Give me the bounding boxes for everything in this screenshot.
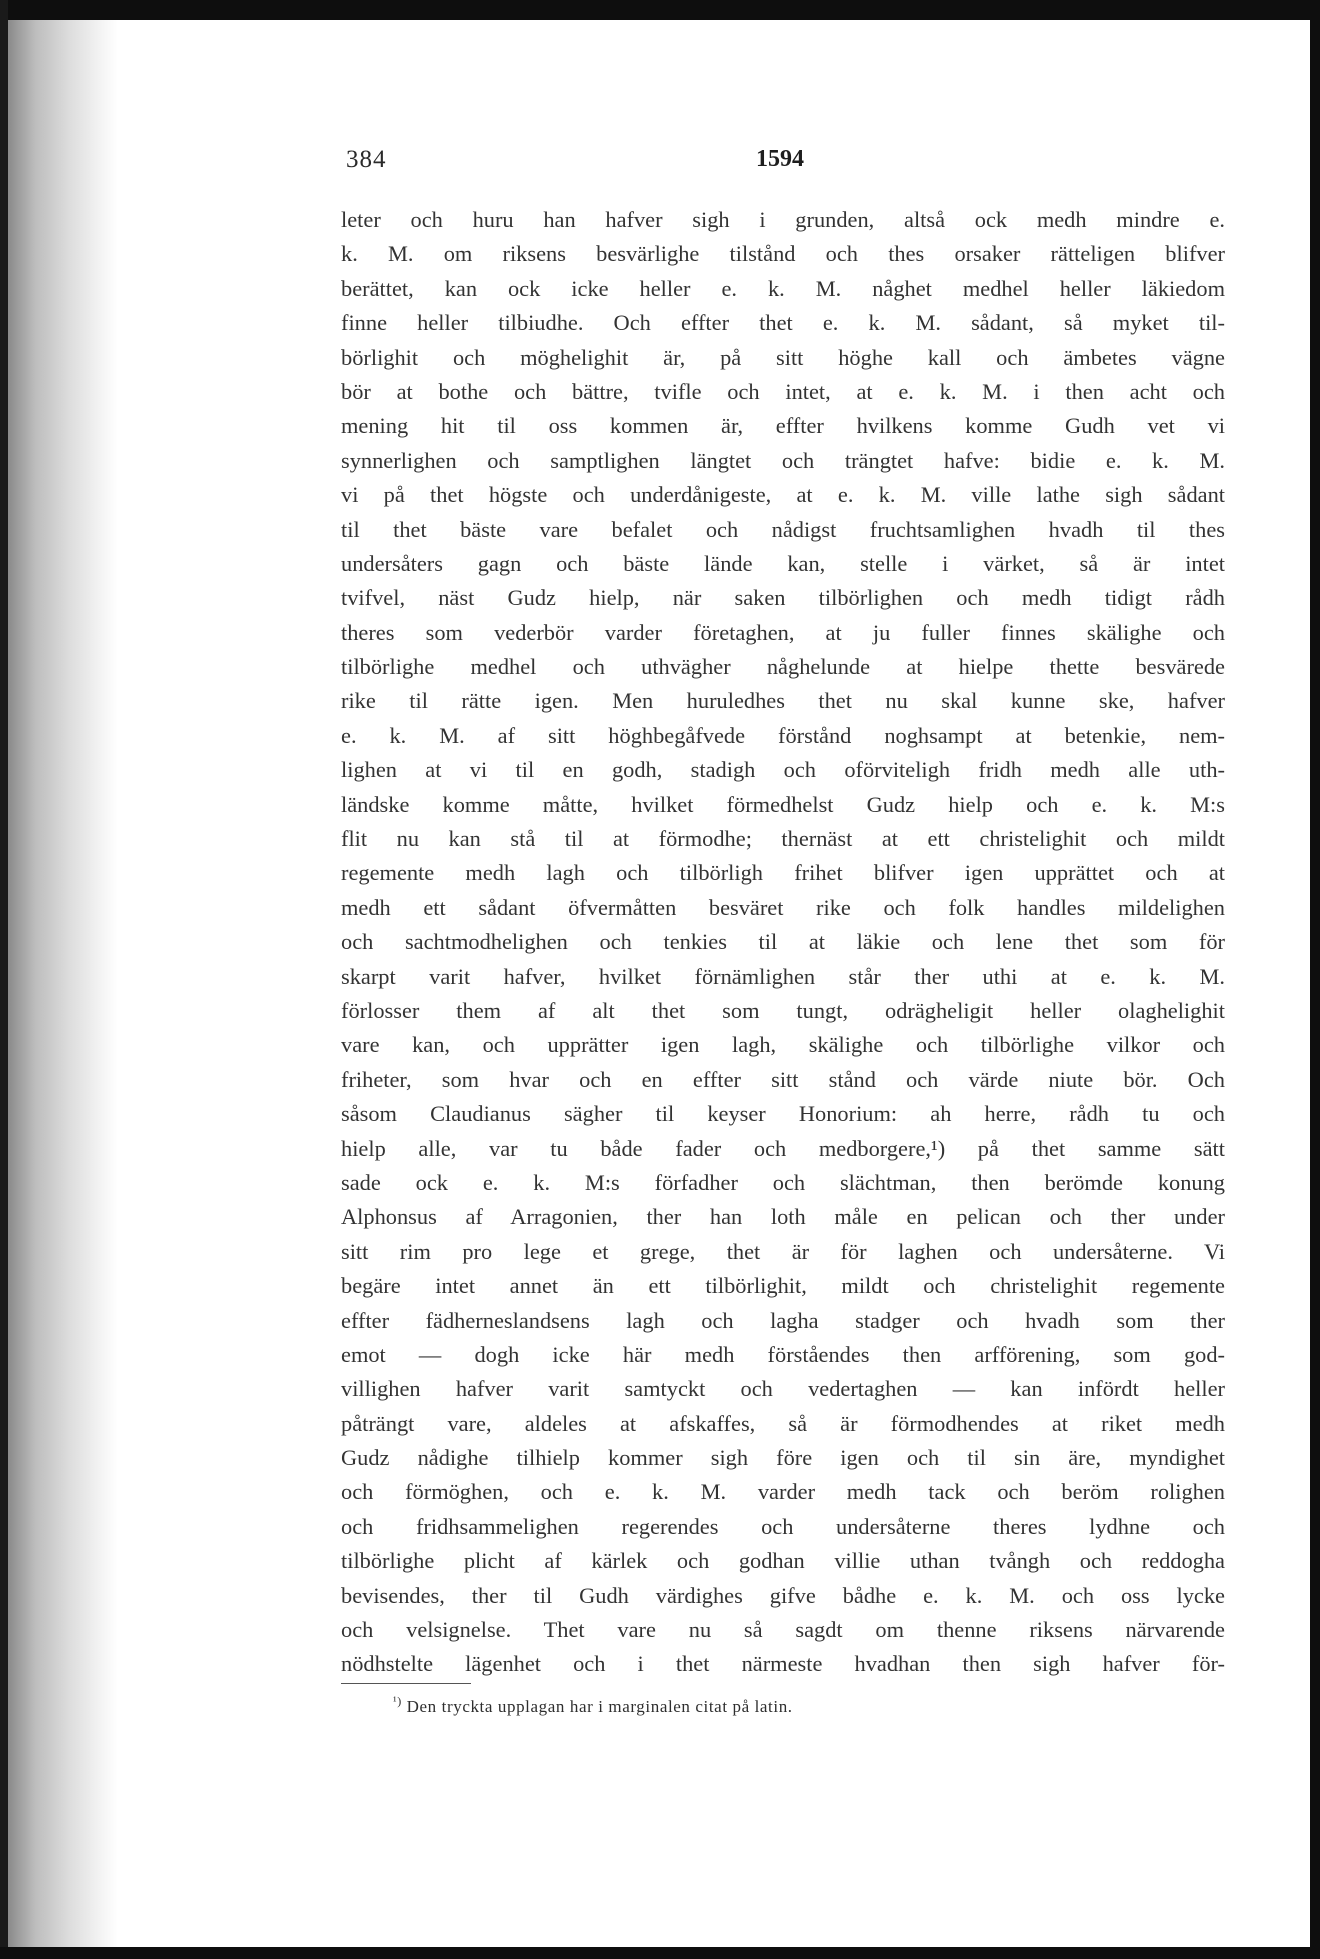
text-line: regemente medh lagh och tilbörligh frihet blifver igen upprättet och at [341,860,1225,886]
text-line: theres som vederbör varder företaghen, at ju fuller finnes skälighe och [341,619,1225,645]
text-line: skarpt varit hafver, hvilket förnämlighen står ther uthi at e. k. M. [341,963,1225,989]
footnote-text: Den tryckta upplagan har i marginalen citat på latin. [406,1697,793,1716]
text-line: hielp alle, var tu både fader och medborgere,¹) på thet samme sätt [341,1135,1225,1161]
text-line: och sachtmodhelighen och tenkies til at läkie och lene thet som för [341,929,1225,955]
text-line: effter fädherneslandsens lagh och lagha stadger och hvadh som ther [341,1307,1225,1333]
text-line: börlighit och möghelighit är, på sitt höghe kall och ämbetes vägne [341,344,1225,370]
footnote-rule [341,1683,471,1684]
text-line: friheter, som hvar och en effter sitt stånd och värde niute bör. Och [341,1066,1225,1092]
text-line: påträngt vare, aldeles at afskaffes, så är förmodhendes at riket medh [341,1410,1225,1436]
text-line: finne heller tilbiudhe. Och effter thet e. k. M. sådant, så myket til- [341,310,1225,336]
text-line: bevisendes, ther til Gudh värdighes gifve bådhe e. k. M. och oss lycke [341,1582,1225,1608]
text-line: såsom Claudianus sägher til keyser Honorium: ah herre, rådh tu och [341,1101,1225,1127]
text-line: tilbörlighe medhel och uthvägher någhelunde at hielpe thette besvärede [341,654,1225,680]
scan-border-top [0,0,1320,20]
body-text [341,203,1225,1682]
text-line: nödhstelte lägenhet och i thet närmeste hvadhan then sigh hafver för- [341,1651,1225,1677]
text-line: rike til rätte igen. Men huruledhes thet nu skal kunne ske, hafver [341,688,1225,714]
text-line: tilbörlighe plicht af kärlek och godhan villie uthan tvångh och reddogha [341,1548,1225,1574]
text-line: til thet bäste vare befalet och nådigst fruchtsamlighen hvadh til thes [341,516,1225,542]
text-line: vi på thet högste och underdånigeste, at e. k. M. ville lathe sigh sådant [341,482,1225,508]
footnote-marker: ¹) [393,1694,402,1708]
text-line: k. M. om riksens besvärlighe tilstånd och thes orsaker rätteligen blifver [341,241,1225,267]
scan-border-left [0,0,8,1959]
text-line: berättet, kan ock icke heller e. k. M. någhet medhel heller läkiedom [341,275,1225,301]
page-number: 384 [346,146,387,173]
text-line: undersåters gagn och bäste lände kan, stelle i värket, så är intet [341,550,1225,576]
text-line: villighen hafver varit samtyckt och vedertaghen — kan infördt heller [341,1376,1225,1402]
text-line: och förmöghen, och e. k. M. varder medh tack och beröm rolighen [341,1479,1225,1505]
text-line: e. k. M. af sitt höghbegåfvede förstånd noghsampt at betenkie, nem- [341,722,1225,748]
scan-border-right [1310,0,1320,1959]
text-line: sade ock e. k. M:s förfadher och slächtman, then berömde konung [341,1169,1225,1195]
text-line: bör at bothe och bättre, tvifle och intet, at e. k. M. i then acht och [341,378,1225,404]
text-line: förlosser them af alt thet som tungt, odrägheligit heller olaghelighit [341,997,1225,1023]
text-line: synnerlighen och samptlighen längtet och trängtet hafve: bidie e. k. M. [341,447,1225,473]
footnote [393,1694,793,1717]
page-header [346,146,1230,186]
text-line: tvifvel, näst Gudz hielp, när saken tilbörlighen och medh tidigt rådh [341,585,1225,611]
text-line: leter och huru han hafver sigh i grunden, altså ock medh mindre e. [341,207,1225,232]
text-line: medh ett sådant öfvermåtten besväret rike och folk handles mildelighen [341,894,1225,920]
text-line: och velsignelse. Thet vare nu så sagdt om thenne riksens närvarende [341,1617,1225,1643]
text-line: begäre intet annet än ett tilbörlighit, mildt och christelighit regemente [341,1273,1225,1299]
text-line: Alphonsus af Arragonien, ther han loth måle en pelican och ther under [341,1204,1225,1230]
text-line: lighen at vi til en godh, stadigh och oförviteligh fridh medh alle uth- [341,757,1225,783]
text-line: Gudz nådighe tilhielp kommer sigh före igen och til sin äre, myndighet [341,1445,1225,1471]
text-line: ländske komme måtte, hvilket förmedhelst Gudz hielp och e. k. M:s [341,791,1225,817]
text-line: sitt rim pro lege et grege, thet är för laghen och undersåterne. Vi [341,1238,1225,1264]
scan-border-bottom [0,1947,1320,1959]
text-line: mening hit til oss kommen är, effter hvilkens komme Gudh vet vi [341,413,1225,439]
running-head-year: 1594 [756,146,804,172]
text-line: flit nu kan stå til at förmodhe; thernäst at ett christelighit och mildt [341,826,1225,852]
text-line: vare kan, och upprätter igen lagh, skälighe och tilbörlighe vilkor och [341,1032,1225,1058]
book-gutter-shadow [8,20,118,1947]
text-line: emot — dogh icke här medh förståendes then arfförening, som god- [341,1341,1225,1367]
text-line: och fridhsammelighen regerendes och undersåterne theres lydhne och [341,1513,1225,1539]
